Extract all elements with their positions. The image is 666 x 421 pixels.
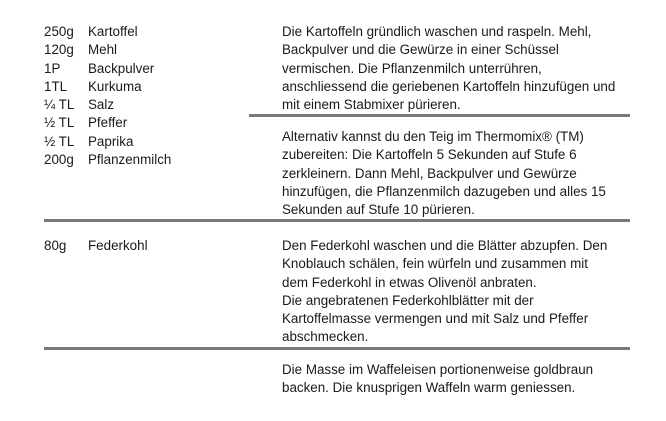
- ingredient-row: [44, 60, 171, 78]
- instruction-step-1: [282, 23, 627, 114]
- ingredient-quantity: ½ TL: [44, 133, 75, 149]
- instruction-line: backen. Die knusprigen Waffeln warm geniessen.: [282, 380, 576, 396]
- ingredient-quantity: 1TL: [44, 78, 68, 94]
- instruction-line: dem Federkohl in etwas Olivenöl anbraten.: [282, 274, 537, 290]
- instruction-line: zerkleinern. Dann Mehl, Backpulver und Gewürze: [282, 165, 577, 181]
- ingredient-name: Pfeffer: [88, 115, 128, 131]
- ingredient-quantity: 120g: [44, 42, 74, 58]
- instruction-line: Die Kartoffeln gründlich waschen und raspeln. Mehl,: [282, 24, 592, 39]
- instruction-line: Sekunden auf Stufe 10 pürieren.: [282, 202, 475, 218]
- ingredient-quantity: ½ TL: [44, 115, 75, 131]
- section-divider: [44, 219, 630, 222]
- instruction-line: vermischen. Die Pflanzenmilch unterrühren,: [282, 60, 542, 76]
- instruction-step-bake: [282, 361, 627, 398]
- instruction-line: Backpulver und die Gewürze in einer Schüssel: [282, 42, 559, 58]
- instruction-line: Die angebratenen Federkohlblätter mit der: [282, 292, 534, 308]
- section-divider: [44, 347, 630, 350]
- section-divider: [249, 114, 630, 117]
- ingredient-name: Pflanzenmilch: [88, 152, 172, 168]
- ingredient-quantity: 200g: [44, 152, 74, 168]
- ingredient-name: Backpulver: [88, 60, 155, 76]
- instruction-step-thermomix: [282, 128, 627, 219]
- ingredient-quantity: ¼ TL: [44, 97, 75, 113]
- instruction-line: Knoblauch schälen, fein würfeln und zusammen mit: [282, 256, 588, 272]
- ingredient-list-kale: [44, 237, 148, 255]
- ingredient-row: [44, 133, 171, 151]
- ingredient-name: Mehl: [88, 42, 118, 58]
- ingredient-list-waffle-batter: [44, 23, 171, 169]
- ingredient-row: [44, 41, 171, 59]
- ingredient-quantity: 250g: [44, 24, 74, 39]
- ingredient-name: Salz: [88, 97, 115, 113]
- instruction-step-kale: [282, 237, 627, 347]
- instruction-line: hinzufügen, die Pflanzenmilch dazugeben und alles 15: [282, 183, 606, 199]
- instruction-line: zubereiten: Die Kartoffeln 5 Sekunden auf Stufe 6: [282, 147, 577, 163]
- ingredient-name: Federkohl: [88, 238, 148, 253]
- instruction-line: Alternativ kannst du den Teig im Thermomix® (TM): [282, 129, 584, 144]
- ingredient-row: [44, 114, 171, 132]
- ingredient-name: Kurkuma: [88, 78, 142, 94]
- ingredient-quantity: 1P: [44, 60, 61, 76]
- instruction-line: Die Masse im Waffeleisen portionenweise goldbraun: [282, 362, 594, 377]
- ingredient-name: Kartoffel: [88, 24, 138, 39]
- ingredient-row: [44, 151, 171, 169]
- instruction-line: abschmecken.: [282, 329, 369, 345]
- ingredient-row: [44, 96, 171, 114]
- ingredient-row: [44, 237, 148, 255]
- ingredient-quantity: 80g: [44, 238, 67, 253]
- instruction-line: Kartoffelmasse vermengen und mit Salz und Pfeffer: [282, 311, 589, 327]
- instruction-line: Den Federkohl waschen und die Blätter abzupfen. Den: [282, 238, 608, 253]
- ingredient-row: [44, 23, 171, 41]
- ingredient-row: [44, 78, 171, 96]
- instruction-line: anschliessend die geriebenen Kartoffeln hinzufügen und: [282, 78, 616, 94]
- instruction-line: mit einem Stabmixer pürieren.: [282, 97, 461, 113]
- ingredient-name: Paprika: [88, 133, 134, 149]
